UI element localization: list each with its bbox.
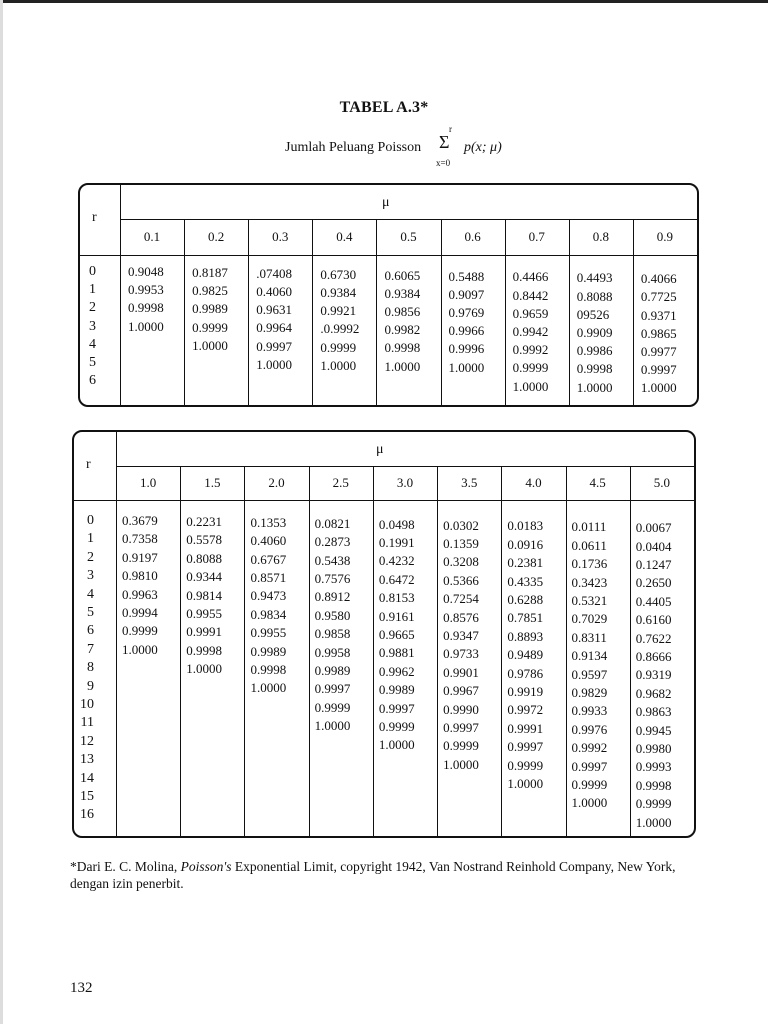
divider (373, 466, 374, 836)
divider (244, 466, 245, 836)
cell-value: 0.9999 (378, 719, 415, 734)
r-value-1: 1 (87, 531, 94, 547)
cell-value: 0.9733 (443, 646, 479, 662)
cell-value: 0.9955 (186, 605, 222, 621)
cell-value: 1.0000 (128, 318, 164, 334)
divider (116, 432, 117, 836)
cell-value: 0.9825 (192, 283, 228, 299)
cell-value: 0.9999 (320, 339, 357, 355)
r-value-4: 4 (89, 336, 96, 352)
cell-value: 0.9966 (448, 323, 485, 339)
cell-value: 0.8442 (512, 287, 549, 303)
cell-value: 0.0302 (443, 517, 479, 533)
cell-value: 0.9953 (128, 282, 164, 298)
cell-value: 0.6065 (384, 267, 421, 283)
footnote-prefix: *Dari E. C. Molina, (70, 859, 181, 874)
cell-value: 0.9997 (571, 758, 608, 774)
cell-value: 1.0000 (192, 337, 228, 353)
divider (74, 500, 694, 501)
cell-value: 0.6767 (250, 551, 287, 567)
r-value-15: 15 (80, 789, 94, 804)
cell-value: 0.9963 (122, 586, 158, 602)
r-value-11: 11 (80, 715, 94, 731)
cell-value: 0.9998 (635, 777, 672, 793)
cell-value: 0.2381 (507, 555, 544, 571)
poisson-table-1 (78, 183, 699, 407)
cell-value: 0.3208 (443, 554, 479, 570)
cell-value: 0.4335 (507, 573, 544, 589)
cell-value: 0.0916 (507, 536, 544, 552)
divider (501, 466, 502, 836)
cell-value: 09526 (576, 306, 610, 322)
cell-value: 0.2650 (635, 575, 672, 591)
r-column-label: r (86, 457, 91, 472)
r-value-3: 3 (89, 318, 96, 334)
mu-header-5.0: 5.0 (653, 475, 670, 490)
cell-value: 0.0611 (571, 537, 607, 553)
cell-value: 0.9580 (314, 607, 351, 623)
cell-value: 0.5488 (448, 268, 485, 284)
mu-header-0.7: 0.7 (528, 229, 545, 244)
cell-value: 0.9980 (635, 741, 672, 756)
cell-value: 0.9786 (507, 665, 544, 681)
r-value-5: 5 (89, 355, 96, 370)
cell-value: 0.9881 (378, 645, 415, 661)
cell-value: 0.0183 (507, 518, 544, 534)
cell-value: 0.9998 (186, 642, 222, 658)
cell-value: 0.1359 (443, 535, 479, 551)
cell-value: 0.9865 (640, 325, 677, 341)
cell-value: 0.9319 (635, 667, 672, 683)
cell-value: 0.7725 (640, 289, 677, 305)
cell-value: 1.0000 (186, 661, 222, 677)
cell-value: 0.9989 (378, 682, 415, 698)
mu-header-3.5: 3.5 (461, 475, 478, 490)
cell-value: 0.9631 (256, 302, 292, 318)
cell-value: 0.9999 (122, 623, 158, 639)
mu-header-3.0: 3.0 (396, 475, 414, 490)
cell-value: 0.1736 (571, 556, 608, 572)
cell-value: 0.0821 (314, 515, 351, 531)
cell-value: 0.0404 (635, 538, 672, 554)
cell-value: 0.5578 (186, 532, 222, 548)
cell-value: 0.9858 (314, 626, 351, 642)
mu-header-2.5: 2.5 (332, 475, 349, 490)
cell-value: 0.9829 (571, 684, 608, 700)
cell-value: 0.0498 (378, 516, 415, 532)
cell-value: 0.9942 (512, 324, 549, 339)
cell-value: 0.4232 (378, 553, 415, 569)
mu-header-0.5: 0.5 (400, 229, 417, 244)
cell-value: 0.9989 (192, 301, 228, 317)
r-value-0: 0 (87, 513, 94, 528)
cell-value: 0.9134 (571, 648, 608, 664)
cell-value: 1.0000 (384, 358, 421, 374)
cell-value: 0.9976 (571, 721, 608, 737)
cell-value: 0.5438 (314, 552, 351, 568)
footnote (70, 858, 700, 892)
r-value-9: 9 (87, 678, 94, 694)
cell-value: 0.7851 (507, 610, 544, 626)
cell-value: 0.9991 (507, 720, 544, 736)
cell-value: 0.4060 (256, 284, 292, 299)
scan-edge-left (0, 0, 3, 1024)
cell-value: 0.9990 (443, 701, 479, 717)
cell-value: 0.5366 (443, 572, 479, 588)
cell-value: 0.6160 (635, 612, 672, 628)
cell-value: 1.0000 (635, 814, 672, 830)
sum-function: p(x; μ) (464, 140, 502, 155)
cell-value: 0.9998 (250, 662, 287, 677)
cell-value: 0.9909 (576, 324, 613, 340)
cell-value: 0.9992 (571, 740, 608, 756)
divider (566, 466, 567, 836)
cell-value: 0.9473 (250, 588, 287, 604)
r-column-label: r (92, 210, 97, 225)
cell-value: 0.3423 (571, 574, 608, 590)
cell-value: 0.9997 (443, 719, 479, 735)
footnote-suffix: Exponential Limit, copyright 1942, Van Nostrand Reinhold Company, New York, dengan izin penerbit. (70, 859, 676, 891)
cell-value: 0.9769 (448, 304, 485, 320)
cell-value: .07408 (256, 265, 292, 281)
r-value-1: 1 (89, 282, 96, 298)
cell-value: 0.9597 (571, 666, 608, 682)
sum-upper-limit: r (449, 124, 452, 134)
cell-value: 0.8571 (250, 570, 287, 585)
divider (248, 219, 249, 405)
cell-value: 0.1247 (635, 557, 672, 572)
cell-value: 0.9489 (507, 647, 544, 663)
cell-value: 0.8666 (635, 649, 672, 664)
mu-label: μ (382, 195, 390, 210)
cell-value: 0.2231 (186, 513, 222, 529)
cell-value: 0.9991 (186, 624, 222, 640)
cell-value: 0.9863 (635, 704, 672, 720)
cell-value: 0.8893 (507, 628, 544, 644)
cell-value: 0.9997 (314, 681, 351, 697)
cell-value: 0.9997 (378, 700, 415, 716)
cell-value: 1.0000 (314, 718, 351, 734)
cell-value: 0.9962 (378, 663, 415, 679)
cell-value: 0.9665 (378, 627, 415, 642)
r-value-7: 7 (87, 641, 94, 657)
r-value-3: 3 (87, 568, 94, 584)
cell-value: 1.0000 (443, 756, 479, 772)
cell-value: 0.7254 (443, 591, 479, 607)
mu-header-0.4: 0.4 (336, 229, 353, 244)
cell-value: 0.8088 (186, 550, 222, 566)
sum-lower-limit: x=0 (436, 158, 451, 168)
page-number: 132 (70, 980, 93, 996)
divider (180, 466, 181, 836)
divider (120, 185, 121, 405)
cell-value: 0.9384 (320, 284, 357, 300)
cell-value: 0.5321 (571, 592, 608, 608)
r-value-6: 6 (87, 623, 94, 639)
cell-value: 0.8187 (192, 264, 228, 280)
divider (633, 219, 634, 405)
cell-value: 1.0000 (512, 378, 549, 394)
cell-value: 0.9989 (250, 643, 287, 659)
cell-value: 0.9999 (512, 360, 549, 376)
divider (116, 466, 694, 467)
cell-value: 0.9998 (384, 340, 421, 356)
divider (505, 219, 506, 405)
sigma-symbol: Σ (439, 132, 450, 152)
cell-value: 0.7622 (635, 630, 672, 646)
subtitle: Jumlah Peluang Poisson (285, 140, 422, 155)
cell-value: 0.9919 (507, 684, 544, 699)
mu-header-0.1: 0.1 (143, 229, 161, 244)
divider (441, 219, 442, 405)
cell-value: 0.9999 (443, 738, 479, 754)
cell-value: 0.9982 (384, 322, 421, 338)
cell-value: 0.9999 (507, 757, 544, 773)
cell-value: 0.8576 (443, 609, 479, 625)
cell-value: 0.6472 (378, 571, 415, 587)
cell-value: 0.3679 (122, 513, 158, 528)
cell-value: 0.9997 (256, 338, 292, 354)
r-value-2: 2 (87, 549, 94, 565)
r-value-16: 16 (80, 807, 94, 823)
cell-value: 0.9810 (122, 568, 158, 584)
r-value-4: 4 (87, 586, 94, 602)
mu-header-0.6: 0.6 (464, 229, 481, 244)
mu-header-1.5: 1.5 (204, 475, 221, 490)
cell-value: 0.9972 (507, 702, 544, 718)
cell-value: 1.0000 (571, 795, 608, 811)
cell-value: 0.8088 (576, 288, 613, 304)
mu-header-4.5: 4.5 (589, 475, 606, 490)
divider (120, 219, 697, 220)
divider (437, 466, 438, 836)
cell-value: 0.4405 (635, 593, 672, 609)
mu-header-0.9: 0.9 (656, 229, 674, 244)
cell-value: 0.8311 (571, 629, 607, 645)
cell-value: 0.7576 (314, 570, 351, 586)
cell-value: 0.9994 (122, 605, 158, 620)
cell-value: 0.7358 (122, 531, 158, 547)
r-value-10: 10 (80, 697, 94, 712)
cell-value: 0.9933 (571, 703, 608, 719)
poisson-table-2 (72, 430, 696, 838)
cell-value: 0.6288 (507, 592, 544, 607)
cell-value: 0.9993 (635, 759, 672, 775)
cell-value: 1.0000 (378, 737, 415, 753)
cell-value: .0.9992 (320, 321, 360, 337)
cell-value: 0.9986 (576, 343, 613, 359)
mu-label: μ (376, 442, 384, 457)
cell-value: 0.9856 (384, 304, 421, 319)
cell-value: 0.9814 (186, 587, 222, 603)
cell-value: 0.9197 (122, 549, 158, 565)
footnote-italic: Poisson's (180, 859, 232, 874)
cell-value: 0.9958 (314, 644, 351, 660)
cell-value: 0.6730 (320, 266, 357, 282)
cell-value: 0.9161 (378, 608, 415, 624)
cell-value: 1.0000 (256, 356, 292, 372)
cell-value: 0.9371 (640, 307, 677, 323)
cell-value: 0.7029 (571, 611, 608, 627)
cell-value: 0.9347 (443, 627, 479, 643)
divider (184, 219, 185, 405)
cell-value: 1.0000 (320, 357, 357, 373)
r-value-5: 5 (87, 605, 94, 620)
cell-value: 1.0000 (250, 680, 287, 696)
cell-value: 0.4466 (512, 269, 549, 285)
cell-value: 0.9901 (443, 664, 479, 680)
divider (630, 466, 631, 836)
cell-value: 0.9921 (320, 303, 357, 319)
mu-header-0.3: 0.3 (272, 229, 289, 244)
r-value-13: 13 (80, 752, 94, 768)
mu-header-4.0: 4.0 (525, 475, 542, 490)
r-value-0: 0 (89, 264, 96, 279)
cell-value: 0.9384 (384, 285, 421, 301)
cell-value: 0.0111 (571, 519, 607, 535)
divider (569, 219, 570, 405)
page-title: TABEL A.3* (339, 99, 429, 116)
cell-value: 0.1353 (250, 514, 287, 530)
cell-value: 1.0000 (576, 379, 613, 395)
cell-value: 0.2873 (314, 534, 351, 550)
r-value-14: 14 (80, 770, 94, 786)
cell-value: 1.0000 (448, 359, 485, 375)
divider (376, 219, 377, 405)
cell-value: 1.0000 (122, 641, 158, 657)
cell-value: 0.9834 (250, 606, 287, 622)
cell-value: 0.9344 (186, 569, 222, 585)
cell-value: 0.9977 (640, 344, 677, 359)
cell-value: 0.9998 (128, 300, 164, 316)
mu-header-2.0: 2.0 (268, 475, 285, 490)
cell-value: 0.9992 (512, 342, 549, 358)
cell-value: 0.9999 (192, 319, 228, 335)
cell-value: 0.9997 (640, 362, 677, 378)
divider (312, 219, 313, 405)
cell-value: 0.9659 (512, 305, 549, 321)
r-value-12: 12 (80, 733, 94, 749)
cell-value: 0.4066 (640, 271, 677, 287)
mu-header-0.2: 0.2 (208, 229, 225, 244)
r-value-2: 2 (89, 300, 96, 316)
cell-value: 0.9048 (128, 264, 164, 279)
cell-value: 0.9964 (256, 320, 292, 336)
scan-edge-top (0, 0, 768, 3)
cell-value: 0.8912 (314, 589, 351, 605)
mu-header-1.0: 1.0 (139, 475, 157, 490)
cell-value: 0.8153 (378, 590, 415, 606)
cell-value: 0.9967 (443, 683, 479, 699)
cell-value: 0.9997 (507, 739, 544, 755)
r-value-6: 6 (89, 373, 96, 389)
divider (309, 466, 310, 836)
cell-value: 0.0067 (635, 520, 672, 536)
mu-header-0.8: 0.8 (592, 229, 609, 244)
cell-value: 1.0000 (507, 776, 544, 791)
cell-value: 0.9989 (314, 662, 351, 678)
cell-value: 0.9999 (571, 776, 608, 792)
cell-value: 1.0000 (640, 380, 677, 396)
cell-value: 0.9955 (250, 625, 287, 641)
cell-value: 0.9945 (635, 722, 672, 738)
cell-value: 0.9682 (635, 685, 672, 701)
cell-value: 0.1991 (378, 535, 415, 550)
cell-value: 0.9996 (448, 341, 485, 357)
cell-value: 0.9999 (314, 699, 351, 715)
cell-value: 0.4060 (250, 533, 287, 549)
cell-value: 0.9998 (576, 361, 613, 377)
divider (80, 255, 697, 256)
cell-value: 0.4493 (576, 270, 613, 286)
r-value-8: 8 (87, 660, 94, 676)
cell-value: 0.9999 (635, 796, 672, 812)
cell-value: 0.9097 (448, 286, 485, 302)
